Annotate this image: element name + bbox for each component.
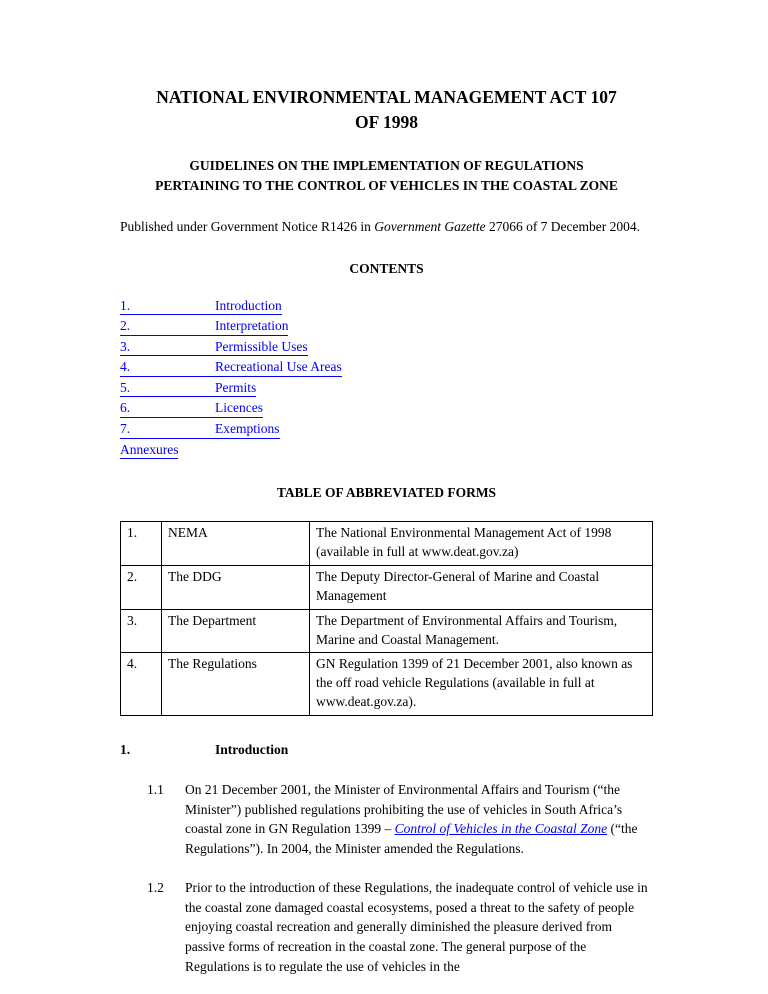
section-1-heading [120, 742, 653, 758]
publication-note-text: Published under Government Notice R1426 in [120, 219, 375, 235]
publication-note [120, 217, 653, 237]
paragraph-1-1-tail: (“the Regulations”). In 2004, the Minister amended the Regulations. [185, 821, 638, 856]
toc-number: 1. [120, 297, 131, 313]
toc-label: Interpretation [215, 318, 289, 334]
toc-number: 6. [120, 400, 131, 416]
toc-label: Licences [215, 400, 263, 416]
toc-link-interpretation[interactable] [120, 317, 288, 336]
toc-label: Permits [215, 379, 257, 395]
abbreviated-forms-table [120, 521, 653, 716]
toc-number: 4. [120, 359, 131, 375]
table-row [121, 653, 653, 716]
paragraph-number: 1.2 [147, 880, 164, 896]
gazette-name: Government Gazette [374, 219, 486, 235]
toc-line [120, 441, 653, 460]
row-number: 4. [121, 653, 162, 716]
toc-label: Introduction [215, 297, 282, 313]
table-row [121, 522, 653, 566]
row-description: The Department of Environmental Affairs and Tourism, Marine and Coastal Management. [310, 609, 653, 653]
row-number: 1. [121, 522, 162, 566]
row-term: NEMA [162, 522, 310, 566]
abbreviated-forms-heading: TABLE OF ABBREVIATED FORMS [276, 485, 497, 501]
toc-line [120, 358, 653, 377]
row-description: The Deputy Director-General of Marine and Coastal Management [310, 565, 653, 609]
paragraph-1-1-lead: On 21 December 2001, the Minister of Environmental Affairs and Tourism (“the Minister”) published regulations prohibiting the use of vehicles in South Africa’s coastal zone in GN Regulation 1399 – [185, 782, 623, 837]
toc-link-permits[interactable] [120, 379, 256, 398]
paragraph-1-1 [147, 780, 653, 858]
contents-heading: CONTENTS [349, 260, 424, 276]
toc-link-permissible-uses[interactable] [120, 338, 308, 357]
row-term: The DDG [162, 565, 310, 609]
toc-link-introduction[interactable] [120, 297, 282, 316]
toc-link-licences[interactable] [120, 399, 263, 418]
table-row [121, 609, 653, 653]
toc-label: Permissible Uses [215, 338, 308, 354]
subtitle-line-1: GUIDELINES ON THE IMPLEMENTATION OF REGULATIONS [189, 158, 584, 173]
paragraph-1-2 [147, 878, 653, 976]
paragraph-text [185, 780, 653, 858]
publication-note-tail: 27066 of 7 December 2004. [485, 219, 641, 235]
section-number: 1. [120, 742, 131, 758]
subtitle-line-2: PERTAINING TO THE CONTROL OF VEHICLES IN THE COASTAL ZONE [155, 177, 618, 193]
toc-line [120, 420, 653, 439]
toc-number: 2. [120, 318, 131, 334]
row-number: 3. [121, 609, 162, 653]
row-term: The Department [162, 609, 310, 653]
row-term: The Regulations [162, 653, 310, 716]
row-number: 2. [121, 565, 162, 609]
toc-line [120, 399, 653, 418]
toc-number: 7. [120, 420, 131, 436]
title-line-1: NATIONAL ENVIRONMENTAL MANAGEMENT ACT 107 [156, 87, 617, 107]
document-title [120, 85, 653, 134]
toc-link-exemptions[interactable] [120, 420, 280, 439]
toc-line [120, 297, 653, 316]
toc-link-recreational-use-areas[interactable] [120, 358, 342, 377]
toc-label: Exemptions [215, 420, 280, 436]
toc-line [120, 317, 653, 336]
toc-line [120, 379, 653, 398]
paragraph-number: 1.1 [147, 782, 164, 798]
section-title: Introduction [215, 742, 289, 758]
toc-label: Recreational Use Areas [215, 359, 342, 375]
document-subtitle [120, 156, 653, 195]
toc-number: 3. [120, 338, 131, 354]
toc-line [120, 338, 653, 357]
toc-link-annexures[interactable]: Annexures [120, 441, 178, 460]
table-row [121, 565, 653, 609]
paragraph-text: Prior to the introduction of these Regulations, the inadequate control of vehicle use in the coastal zone damaged coastal ecosystems, posed a threat to the safety of people enjoying coastal recreation and generally diminished the pleasure derived from passive forms of recreation in the coastal zone. The general purpose of the Regulations is to regulate the use of vehicles in the [185, 880, 648, 974]
table-of-contents [120, 297, 653, 459]
toc-number: 5. [120, 379, 131, 395]
row-description: GN Regulation 1399 of 21 December 2001, also known as the off road vehicle Regulations (available in full at www.deat.gov.za). [310, 653, 653, 716]
title-line-2: OF 1998 [354, 111, 419, 132]
control-of-vehicles-link[interactable]: Control of Vehicles in the Coastal Zone [394, 821, 608, 837]
row-description: The National Environmental Management Act of 1998 (available in full at www.deat.gov.za) [310, 522, 653, 566]
